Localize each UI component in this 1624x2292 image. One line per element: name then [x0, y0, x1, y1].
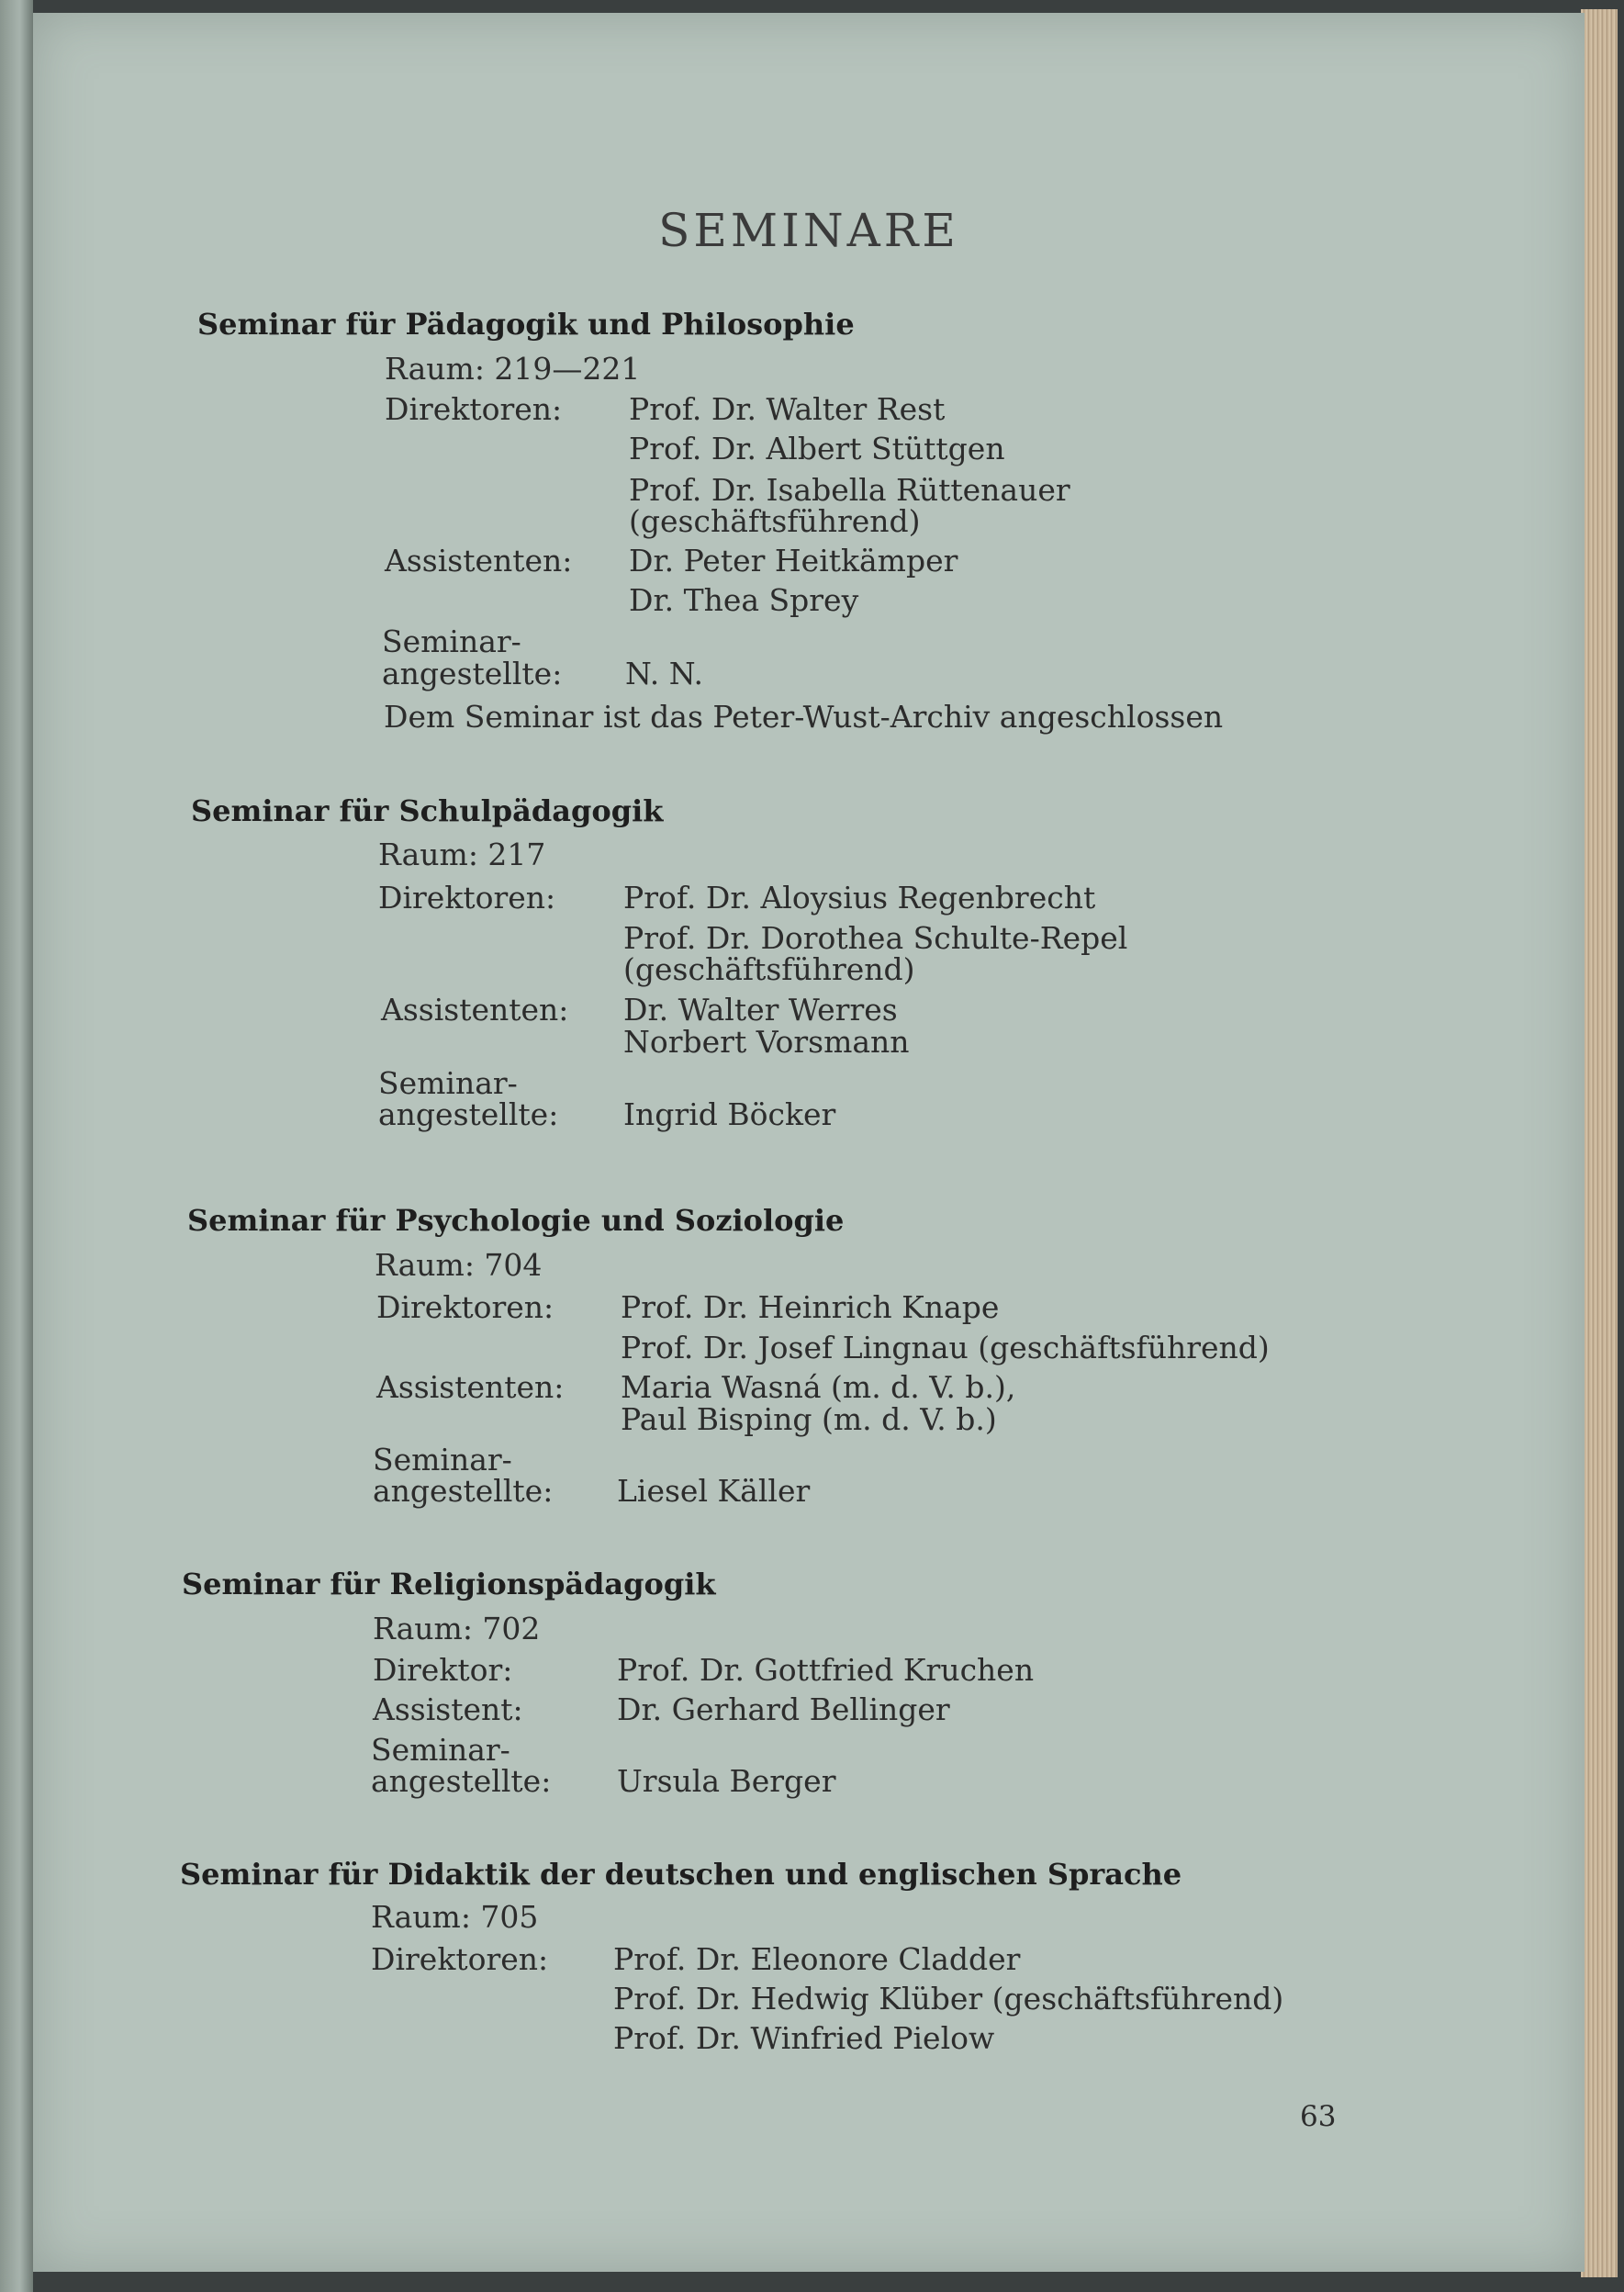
direktor-entry: Prof. Dr. Dorothea Schulte-Repel — [623, 920, 1128, 956]
raum: Raum: 705 — [371, 1899, 539, 1935]
direktor-label: Direktor: — [373, 1652, 513, 1688]
raum: Raum: 217 — [378, 837, 546, 872]
assistenten-label: Assistenten: — [381, 992, 569, 1028]
direktoren-label: Direktoren: — [376, 1289, 554, 1325]
raum: Raum: 704 — [375, 1247, 543, 1283]
angestellte-label: angestellte: — [378, 1096, 559, 1132]
assistenten-label: Assistenten: — [385, 543, 573, 579]
assistent-entry: Paul Bisping (m. d. V. b.) — [621, 1401, 997, 1437]
left-page-edge — [0, 0, 33, 2292]
direktor-entry: Prof. Dr. Gottfried Kruchen — [617, 1652, 1035, 1688]
direktor-entry: Prof. Dr. Josef Lingnau (geschäftsführend) — [621, 1330, 1270, 1365]
angestellte-entry: N. N. — [625, 656, 703, 691]
direktoren-label: Direktoren: — [378, 880, 556, 916]
assistent-entry: Norbert Vorsmann — [623, 1024, 910, 1060]
direktor-entry: Prof. Dr. Albert Stüttgen — [629, 431, 1005, 466]
angestellte-label: angestellte: — [382, 656, 563, 691]
angestellte-entry: Ursula Berger — [617, 1763, 836, 1799]
section-heading: Seminar für Psychologie und Soziologie — [187, 1203, 845, 1238]
assistent-entry: Dr. Thea Sprey — [629, 582, 859, 618]
direktor-entry: Prof. Dr. Eleonore Cladder — [613, 1941, 1021, 1977]
section-heading: Seminar für Schulpädagogik — [191, 793, 664, 828]
assistent-entry: Dr. Peter Heitkämper — [629, 543, 958, 579]
direktor-entry: Prof. Dr. Walter Rest — [629, 391, 946, 427]
angestellte-label: Seminar- — [378, 1065, 518, 1101]
raum: Raum: 702 — [373, 1611, 541, 1646]
section-note: Dem Seminar ist das Peter-Wust-Archiv angeschlossen — [384, 699, 1224, 735]
direktor-entry: (geschäftsführend) — [629, 503, 921, 539]
angestellte-label: angestellte: — [371, 1763, 552, 1799]
direktoren-label: Direktoren: — [385, 391, 563, 427]
direktor-entry: Prof. Dr. Aloysius Regenbrecht — [623, 880, 1096, 916]
assistent-entry: Dr. Gerhard Bellinger — [617, 1691, 950, 1727]
page-title: SEMINARE — [658, 204, 959, 257]
page-edges — [1581, 9, 1618, 2277]
page-number: 63 — [1300, 2100, 1337, 2133]
assistent-entry: Dr. Walter Werres — [623, 992, 898, 1028]
angestellte-label: angestellte: — [373, 1473, 554, 1509]
book-page — [33, 13, 1585, 2272]
assistenten-label: Assistenten: — [376, 1369, 565, 1405]
direktor-entry: Prof. Dr. Hedwig Klüber (geschäftsführend) — [613, 1981, 1284, 2017]
section-heading: Seminar für Pädagogik und Philosophie — [197, 307, 855, 342]
section-heading: Seminar für Didaktik der deutschen und englischen Sprache — [180, 1857, 1182, 1892]
direktor-entry: (geschäftsführend) — [623, 951, 915, 987]
direktoren-label: Direktoren: — [371, 1941, 549, 1977]
angestellte-entry: Ingrid Böcker — [623, 1096, 836, 1132]
direktor-entry: Prof. Dr. Winfried Pielow — [613, 2020, 995, 2056]
direktor-entry: Prof. Dr. Heinrich Knape — [621, 1289, 1000, 1325]
assistent-entry: Maria Wasná (m. d. V. b.), — [621, 1369, 1016, 1405]
assistent-label: Assistent: — [373, 1691, 523, 1727]
angestellte-label: Seminar- — [373, 1442, 512, 1477]
angestellte-label: Seminar- — [371, 1732, 510, 1768]
section-heading: Seminar für Religionspädagogik — [182, 1567, 716, 1601]
raum: Raum: 219—221 — [385, 351, 641, 387]
direktor-entry: Prof. Dr. Isabella Rüttenauer — [629, 472, 1070, 508]
angestellte-label: Seminar- — [382, 624, 521, 659]
angestellte-entry: Liesel Käller — [617, 1473, 811, 1509]
